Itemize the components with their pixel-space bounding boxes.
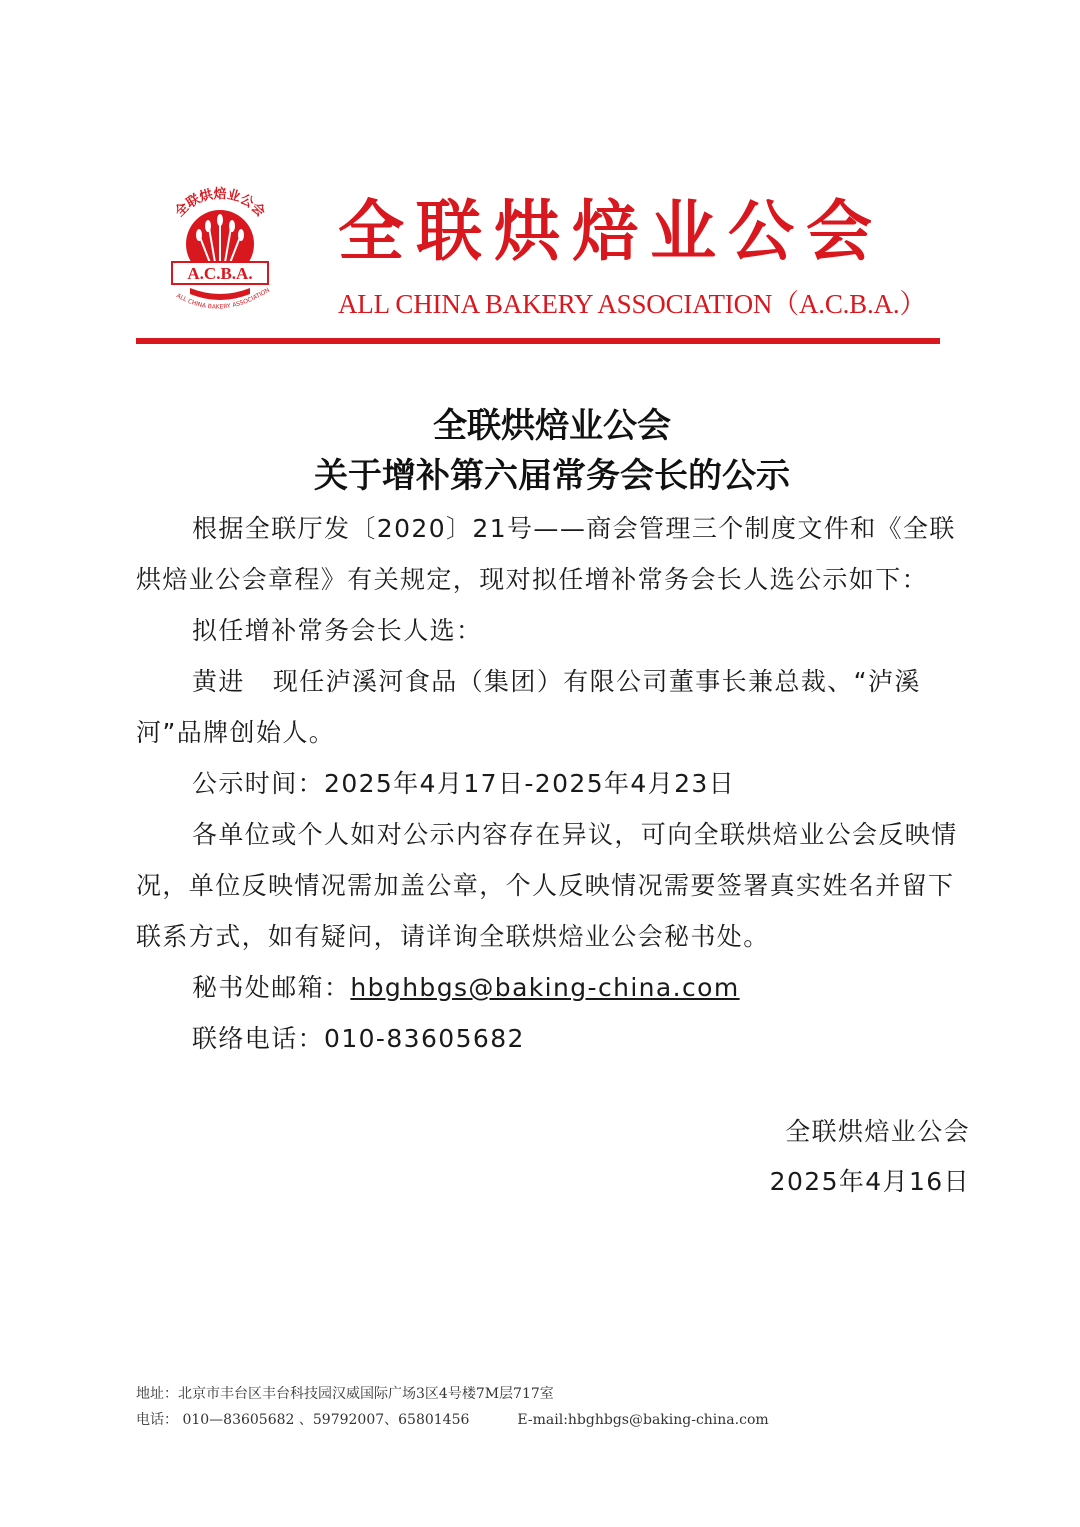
email-label: 秘书处邮箱：: [192, 973, 351, 1002]
paragraph-email: [136, 962, 968, 1013]
phone-value: 010-83605682: [324, 1024, 525, 1053]
footer-contact: [136, 1408, 996, 1432]
email-link[interactable]: hbghbgs@baking-china.com: [350, 973, 740, 1002]
candidate-name: 黄进: [192, 667, 245, 696]
signature-org: 全联烘焙业公会: [785, 1117, 970, 1146]
paragraph-phone: [136, 1013, 968, 1064]
footer-email: E-mail:hbghbgs@baking-china.com: [517, 1412, 769, 1428]
notice-body: [136, 503, 968, 1064]
paragraph-period: [136, 758, 968, 809]
phone-label: 联络电话：: [192, 1024, 325, 1053]
notice-title-line1: 全联烘焙业公会: [433, 406, 671, 446]
paragraph-candidate: [136, 656, 968, 758]
footer-phones: 电话： 010—83605682 、59792007、65801456: [136, 1412, 470, 1428]
logo-badge-text: A.C.B.A.: [187, 264, 253, 283]
org-name-en: ALL CHINA BAKERY ASSOCIATION（A.C.B.A.）: [338, 289, 927, 319]
notice-title-line2: 关于增补第六届常务会长的公示: [314, 456, 790, 496]
signature-date: 2025年4月16日: [769, 1167, 970, 1196]
logo-arc-text: 全联烘焙业公会: [172, 187, 268, 220]
period-label: 公示时间：: [192, 769, 325, 798]
logo-bottom-arc-text: ALL CHINA BAKERY ASSOCIATION: [175, 286, 271, 311]
paragraph-basis: 根据全联厅发〔2020〕21号——商会管理三个制度文件和《全联烘焙业公会章程》有关规定，现对拟任增补常务会长人选公示如下：: [136, 514, 956, 594]
acba-logo: [150, 176, 290, 326]
org-name-cn: 全联烘焙业公会: [338, 193, 884, 270]
paragraph-objection: 各单位或个人如对公示内容存在异议，可向全联烘焙业公会反映情况，单位反映情况需加盖公章，个人反映情况需要签署真实姓名并留下联系方式，如有疑问，请详询全联烘焙业公会秘书处。: [136, 820, 958, 951]
period-value: 2025年4月17日-2025年4月23日: [324, 769, 736, 798]
header-divider: [136, 338, 940, 344]
footer-address: 地址：北京市丰台区丰台科技园汉威国际广场3区4号楼7M层717室: [136, 1386, 554, 1402]
paragraph-candidate-intro: 拟任增补常务会长人选：: [192, 616, 483, 645]
candidate-description: 现任泸溪河食品（集团）有限公司董事长兼总裁、“泸溪河”品牌创始人。: [136, 667, 921, 747]
